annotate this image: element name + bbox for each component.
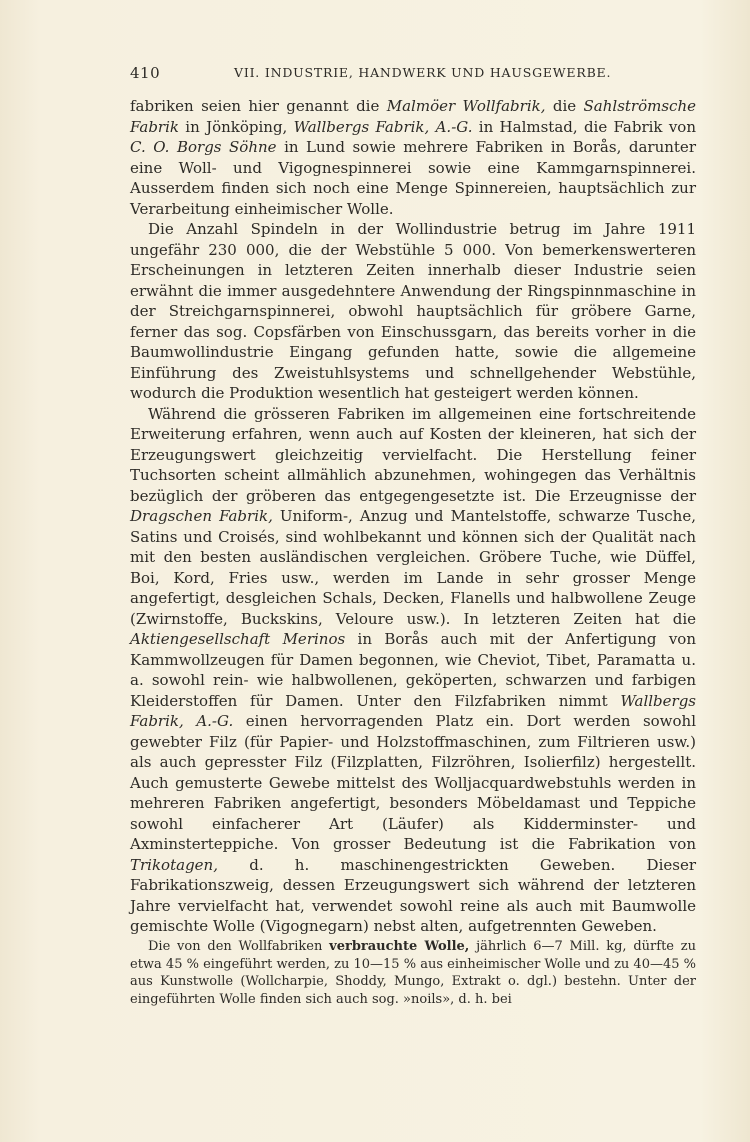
chapter-title: VII. INDUSTRIE, HANDWERK UND HAUSGEWERBE.: [234, 65, 612, 80]
text-run: die: [545, 97, 584, 115]
running-header: [130, 64, 698, 84]
paragraph-3: [130, 404, 696, 937]
company-name: Dragschen Fabrik,: [130, 507, 273, 525]
company-name: Malmöer Wollfabrik,: [386, 97, 546, 115]
text-run: jährlich 6—7 Mill. kg, dürfte zu etwa 45 % eingeführt werden, zu 10—15 % aus einheimischer Wolle und zu 40—45 % aus Kunstwolle (Wollcharpie, Shoddy, Mungo, Extrakt o. dgl.) bestehn. Unter der eingeführten Wolle finden sich auch sog. »noils», d. h. bei: [130, 939, 696, 1007]
company-name: Wallbergs Fabrik, A.-G.: [130, 691, 696, 730]
text-run: Die von den Wollfabriken: [148, 939, 330, 954]
body-text: [130, 96, 696, 937]
paragraph-1: [130, 96, 696, 219]
text-run: in Lund sowie mehrere Fabriken in Borås, darunter eine Woll- und Vigognespinnerei sowie eine Kammgarnspinnerei. Ausserdem finden sich noch eine Menge Spinnereien, hauptsächlich zur Verarbeitung einheimischer Wolle.: [130, 138, 696, 218]
text-run: einen hervorragenden Platz ein. Dort werden sowohl gewebter Filz (für Papier- und Holzstoffmaschinen, zum Filtrieren usw.) als auch gepresster Filz (Filzplatten, Filzröhren, Isolierfilz) hergestellt. Auch gemusterte Gewebe mittelst des Wolljacquardwebstuhls werden in mehreren Fabriken angefertigt, besonders Möbeldamast und Teppiche sowohl einfacherer Art (Läufer) als Kidderminster- und Axminsterteppiche. Von grosser Bedeutung ist die Fabrikation von: [130, 712, 696, 853]
text-run: Während die grösseren Fabriken im allgemeinen eine fortschreitende Erweiterung erfahren, wenn auch auf Kosten der kleineren, hat sich der Erzeugungswert gleichzeitig vervielfacht. Die Herstellung feiner Tuchsorten scheint allmählich abzunehmen, wohingegen das Verhältnis bezüglich der gröberen das entgegengesetzte ist. Die Erzeugnisse der: [130, 404, 696, 505]
text-run: in Borås auch mit der Anfertigung von Kammwollzeugen für Damen begonnen, wie Cheviot, Tibet, Paramatta u. a. sowohl rein- wie halbwollenen, geköperten, schwarzen und farbigen Kleiderstoffen für Damen. Unter den Filzfabriken nimmt: [130, 630, 696, 710]
footnote-keyword: verbrauchte Wolle,: [329, 939, 470, 954]
text-run: in Jönköping,: [179, 117, 294, 136]
text-run: Uniform-, Anzug und Mantelstoffe, schwarze Tusche, Satins und Croisés, sind wohlbekannt und können sich der Qualität nach mit den besten ausländischen vergleichen. Gröbere Tuche, wie Düffel, Boi, Kord, Fries usw., werden im Lande in sehr grosser Menge angefertigt, desgleichen Schals, Decken, Flanells und halbwollene Zeuge (Zwirnstoffe, Buckskins, Veloure usw.). In letzteren Zeiten hat die: [130, 507, 696, 628]
text-run: fabriken seien hier genannt die: [130, 97, 387, 115]
page-number: 410: [130, 64, 161, 82]
text-run: in Halmstad, die Fabrik von: [472, 117, 696, 136]
company-name: Aktiengesellschaft Merinos: [130, 630, 346, 648]
company-name: Wallbergs Fabrik, A.-G.: [293, 117, 473, 136]
footnote-paragraph: [130, 938, 696, 1008]
text-run: Die Anzahl Spindeln in der Wollindustrie betrug im Jahre 1911 ungefähr 230 000, die der Webstühle 5 000. Von bemerkenswerteren Erscheinungen in letzteren Zeiten innerhalb dieser Industrie seien erwähnt die immer ausgedehntere Anwendung der Ringspinnmaschine in der Streichgarnspinnerei, obwohl hauptsächlich für gröbere Garne, ferner das sog. Copsfärben von Einschussgarn, das bereits vorher in die Baumwollindustrie Eingang gefunden hatte, sowie die allgemeine Einführung des Zweistuhlsystems und schnellgehender Webstühle, wodurch die Produktion wesentlich hat gesteigert werden können.: [130, 220, 696, 402]
company-name: Sahlströmsche Fabrik: [130, 97, 696, 136]
product-term: Trikotagen,: [130, 855, 218, 874]
paragraph-2: [130, 219, 696, 404]
company-name: C. O. Borgs Söhne: [130, 138, 277, 156]
footnote: [130, 938, 696, 1008]
text-run: d. h. maschinengestrickten Geweben. Dieser Fabrikationszweig, dessen Erzeugungswert sich während der letzteren Jahre vervielfacht hat, verwendet sowohl reine als auch mit Baumwolle gemischte Wolle (Vigognegarn) nebst alten, aufgetrennten Geweben.: [130, 855, 696, 935]
